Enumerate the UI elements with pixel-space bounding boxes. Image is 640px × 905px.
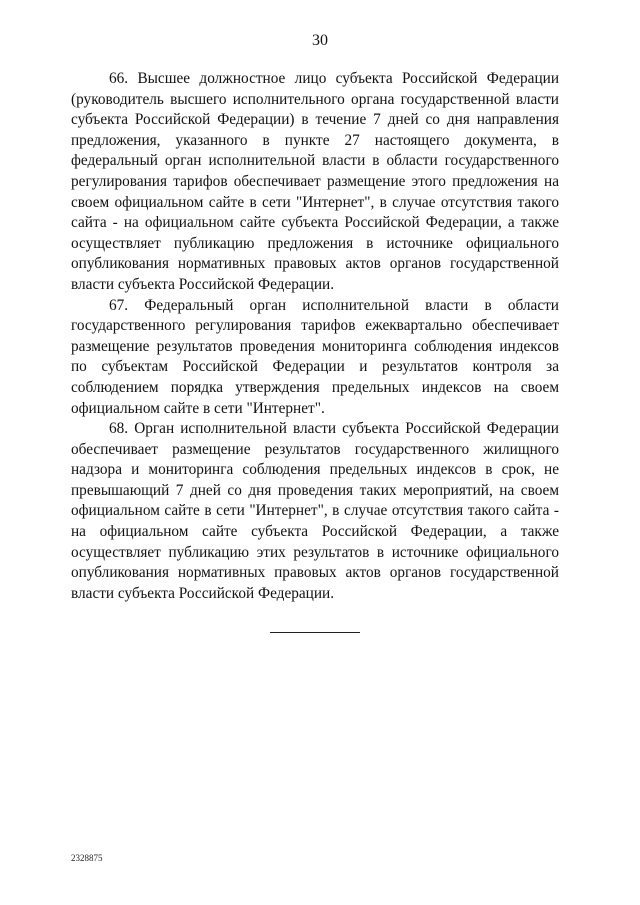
- paragraph-66: 66. Высшее должностное лицо субъекта Российской Федерации (руководитель высшего исполнительного органа государственной власти субъекта Российской Федерации) в течение 7 дней со дня направления предложения, указанного в пункте 27 настоящего документа, в федеральный орган исполнительной власти в области государственного регулирования тарифов обеспечивает размещение этого предложения на своем официальном сайте в сети "Интернет", в случае отсутствия такого сайта - на официальном сайте субъекта Российской Федерации, а также осуществляет публикацию предложения в источнике официального опубликования нормативных правовых актов органов государственной власти субъекта Российской Федерации.: [71, 70, 559, 293]
- paragraph-68: 68. Орган исполнительной власти субъекта Российской Федерации обеспечивает размещение результатов государственного жилищного надзора и мониторинга соблюдения предельных индексов в срок, не превышающий 7 дней со дня проведения таких мероприятий, на своем официальном сайте в сети "Интернет", в случае отсутствия такого сайта - на официальном сайте субъекта Российской Федерации, а также осуществляет публикацию этих результатов в источнике официального опубликования нормативных правовых актов органов государственной власти субъекта Российской Федерации.: [71, 420, 559, 602]
- page-number: 30: [312, 32, 328, 49]
- document-code: 2328875: [71, 853, 103, 863]
- paragraph-67: 67. Федеральный орган исполнительной власти в области государственного регулирования тарифов ежеквартально обеспечивает размещение результатов проведения мониторинга соблюдения индексов по субъектам Российской Федерации и результатов контроля за соблюдением порядка утверждения предельных индексов на своем официальном сайте в сети "Интернет".: [71, 296, 559, 417]
- document-body: [71, 69, 559, 604]
- end-separator-line: [270, 632, 360, 633]
